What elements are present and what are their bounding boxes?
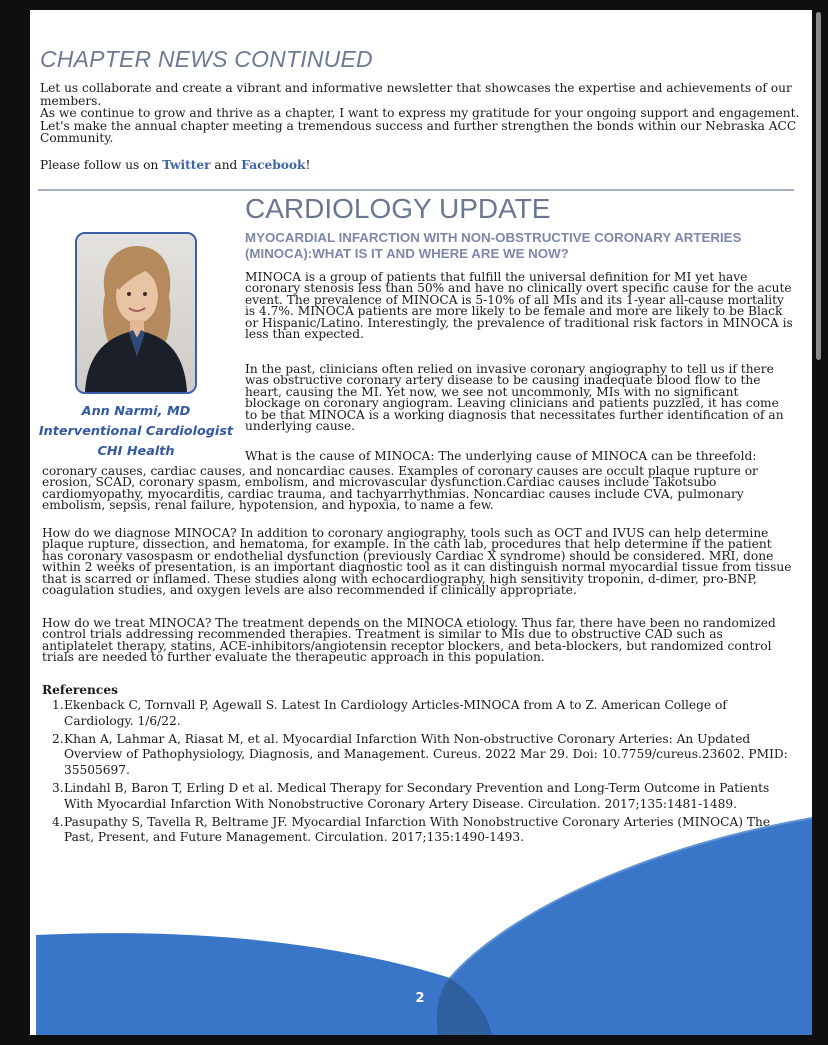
facebook-link[interactable]: Facebook <box>241 158 306 172</box>
twitter-link[interactable]: Twitter <box>162 158 211 172</box>
intro-paragraph-2: As we continue to grow and thrive as a chapter, I want to express my gratitude for your ongoing support and engagement. Let's make the annual chapter meeting a tremendous success and further strengthen the bonds within our Nebraska ACC Community. <box>40 106 800 146</box>
follow-and: and <box>214 158 238 172</box>
article-paragraph-2: In the past, clinicians often relied on invasive coronary angiography to tell us if there was obstructive coronary artery disease to be causing inadequate blood flow to the heart, causing the MI. Yet now, we see not uncommonly, MIs with no significant blockage on coronary angiogram. Leaving clinicians and patients puzzled, it has come to be that MINOCA is a working diagnosis that necessitates further identification of an underlying cause. <box>245 362 784 434</box>
reference-text: Pasupathy S, Tavella R, Beltrame JF. Myocardial Infarction With Nonobstructive Coronary Arteries (MINOCA) The Past, Present, and Future Management. Circulation. 2017;135:1490-1493. <box>64 814 771 845</box>
author-name: Ann Narmi, MD <box>81 404 191 419</box>
reference-item <box>42 781 794 813</box>
author-caption <box>36 402 236 462</box>
article-paragraph-6: How do we treat MINOCA? The treatment depends on the MINOCA etiology. Thus far, there have been no randomized control trials addressing recommended therapies. Treatment is similar to MIs due to obstructive CAD such as antiplatelet therapy, statins, ACE-inhibitors/angiotensin receptor blockers, and beta-blockers, but randomized control trials are needed to further evaluate the therapeutic approach in this population. <box>42 616 776 665</box>
article-paragraph-1: MINOCA is a group of patients that fulfill the universal definition for MI yet have coronary stenosis less than 50% and have no clinically overt specific cause for the acute event. The prevalence of MINOCA is 5-10% of all MIs and its 1-year all-cause mortality is 4.7%. MINOCA patients are more likely to be female and more are likely to be Black or Hispanic/Latino. Interestingly, the prevalence of traditional risk factors in MINOCA is less than expected. <box>245 270 793 342</box>
reference-number: 3. <box>52 780 64 795</box>
follow-suffix: ! <box>305 158 311 172</box>
section-divider <box>38 189 794 191</box>
intro-text <box>40 82 800 145</box>
intro-paragraph-1: Let us collaborate and create a vibrant and informative newsletter that showcases the expertise and achievements of our members. <box>40 81 792 108</box>
follow-us-line <box>40 158 310 172</box>
reference-item <box>42 732 794 779</box>
reference-text: Ekenback C, Tornvall P, Agewall S. Latest In Cardiology Articles-MINOCA from A to Z. American College of Cardiology. 1/6/22. <box>64 698 727 728</box>
article-paragraph-3: What is the cause of MINOCA: The underlying cause of MINOCA can be threefold: <box>245 449 757 463</box>
article-subtitle: MYOCARDIAL INFARCTION WITH NON-OBSTRUCTIVE CORONARY ARTERIES (MINOCA):WHAT IS IT AND WHERE ARE WE NOW? <box>245 230 742 261</box>
reference-item <box>42 698 794 730</box>
chapter-news-title: CHAPTER NEWS CONTINUED <box>40 46 373 72</box>
article-paragraph-5: How do we diagnose MINOCA? In addition to coronary angiography, tools such as OCT and IVUS can help determine plaque rupture, dissection, and hematoma, for example. In the cath lab, procedures that help determine if the patient has coronary vasospasm or endothelial dysfunction (previously Cardiac X syndrome) should be considered. MRI, done within 2 weeks of presentation, is an important diagnostic tool as it can distinguish normal myocardial tissue from tissue that is scarred or inflamed. These studies along with echocardiography, high sensitivity troponin, d-dimer, pro-BNP, coagulation studies, and oxygen levels are also recommended if clinically appropriate. <box>42 526 792 598</box>
article-paragraph-4: coronary causes, cardiac causes, and noncardiac causes. Examples of coronary causes are occult plaque rupture or erosion, SCAD, coronary spasm, embolism, and microvascular dysfunction.Cardiac causes include Takotsubo cardiomyopathy, myocarditis, cardiac trauma, and tachyarrhythmias. Noncardiac causes include CVA, pulmonary embolism, sepsis, renal failure, hypotension, and hypoxia, to name a few. <box>42 464 758 513</box>
page-number: 2 <box>415 991 425 1006</box>
cardiology-update-title: CARDIOLOGY UPDATE <box>245 193 551 224</box>
references-heading: References <box>42 683 118 697</box>
author-photo <box>75 232 197 394</box>
author-organization: CHI Health <box>97 444 175 459</box>
author-role: Interventional Cardiologist <box>38 424 234 439</box>
reference-number: 2. <box>52 731 64 746</box>
reference-number: 4. <box>52 814 64 829</box>
newsletter-page <box>30 10 812 1035</box>
scrollbar-thumb[interactable] <box>816 12 821 360</box>
reference-text: Lindahl B, Baron T, Erling D et al. Medical Therapy for Secondary Prevention and Long-Term Outcome in Patients With Myocardial Infarction With Nonobstructive Coronary Artery Disease. Circulation. 2017;135:1481-1489. <box>64 780 770 811</box>
follow-prefix: Please follow us on <box>40 158 159 172</box>
author-portrait-image <box>77 234 195 392</box>
reference-number: 1. <box>52 698 64 712</box>
reference-text: Khan A, Lahmar A, Riasat M, et al. Myocardial Infarction With Non-obstructive Coronary Arteries: An Updated Overview of Pathophysiology, Diagnosis, and Management. Cureus. 2022 Mar 29. Doi: 10.7759/cureus.23602. PMID: 35505697. <box>64 731 788 778</box>
